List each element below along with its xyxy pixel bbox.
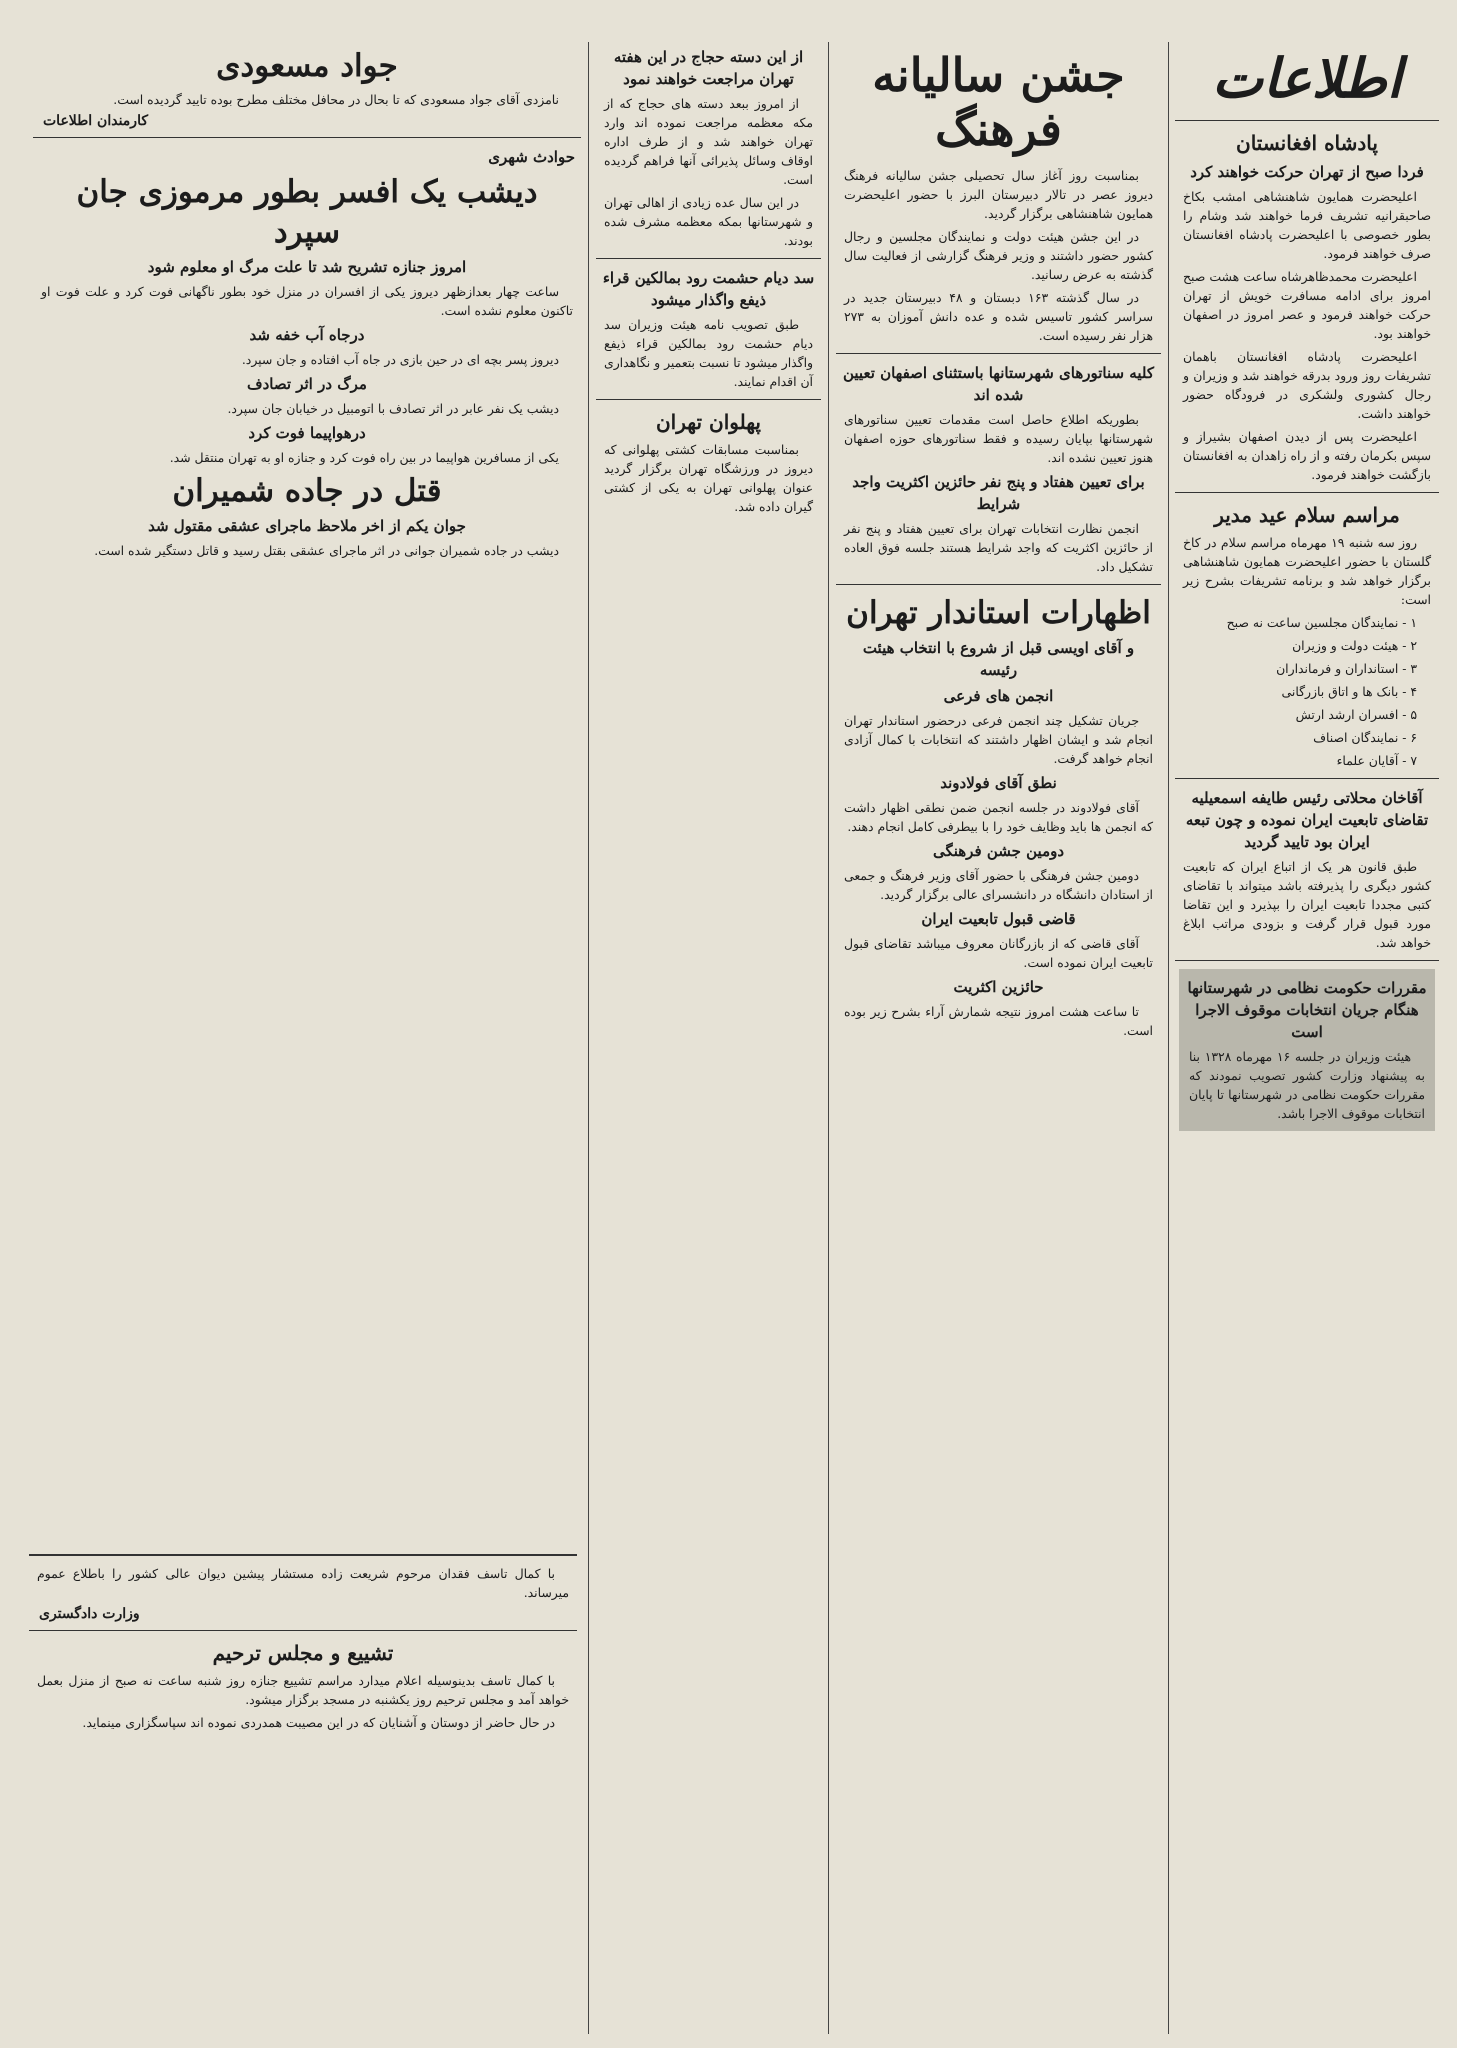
headline-masoudi: جواد مسعودی [216,48,398,84]
headline-senators: کلیه سناتورهای شهرستانها باستثنای اصفهان تعیین شده اند [842,364,1154,404]
headline-pilgrims: از این دسته حجاج در این هفته تهران مراجعت خواهند نمود [613,48,804,88]
article-afghan-king: اعلیحضرت همایون شاهنشاهی امشب بکاخ صاحبقرانیه تشریف فرما خواهند شد وشام را بطور خصوصی با اعلیحضرت پادشاه افغانستان صرف خواهند فرمود. اعلیحضرت محمدظاهرشاه ساعت هشت صبح امروز برای ادامه مسافرت خویش از تهران حرکت خواهند فرمود و عصر امروز در اصفهان خواهند بود. اعلیحضرت پادشاه افغانستان باهمان تشریفات روز ورود بدرقه خواهند شد و وزیران و رجال کشوری ولشکری در فرودگاه حضور خواهند داشت. اعلیحضرت پس از دیدن اصفهان بشیراز و سپس بکرمان رفته و از راه زاهدان به افغانستان بازگشت خواهند فرمود. [1183,189,1431,482]
signature-staff: کارمندان اطلاعات [43,113,148,129]
subhead-afghan-king: فردا صبح از تهران حرکت خواهند کرد [1190,163,1424,181]
article-wrestler: بمناسبت مسابقات کشتی پهلوانی که دیروز در ورزشگاه تهران برگزار گردید عنوان پهلوانی تهران به یکی از کشتی گیران داده شد. [604,442,813,514]
article-salam: روز سه شنبه ۱۹ مهرماه مراسم سلام در کاخ گلستان با حضور اعلیحضرت همایون شاهنشاهی برگزار خواهد شد و برنامه تشریفات بشرح زیر است: ۱ - نمایندگان مجلسین ساعت نه صبح ۲ - هیئت دولت و وزیران ۳ - استانداران و فرمانداران ۴ - بانک ها و اتاق بازرگانی ۵ - افسران ارشد ارتش ۶ - نمایندگان اصناف ۷ - آقایان علماء [1183,535,1431,768]
article-masoudi: نامزدی آقای جواد مسعودی که تا بحال در محافل مختلف مطرح بوده تایید گردیده است. [113,92,559,107]
masthead: اطلاعات [1212,46,1402,110]
column-1 [1175,42,1439,2036]
notice-condolence: با کمال تاسف فقدان مرحوم شریعت زاده مستشار پیشین دیوان عالی کشور را باطلاع عموم میرساند. [37,1566,569,1600]
article-second-festival: دومین جشن فرهنگی با حضور آقای وزیر فرهنگ و جمعی از استادان دانشگاه در دانشسرای عالی برگزار گردید. [844,868,1153,902]
headline-airplane: درهواپیما فوت کرد [248,424,366,442]
headline-wrestler: پهلوان تهران [655,410,761,434]
signature-justice-ministry: وزارت دادگستری [39,1606,140,1622]
footer-notices [29,1554,577,2036]
subhead-tehran-governor: و آقای اویسی قبل از شروع با انتخاب هیئت رئیسه [862,639,1135,679]
subhead-committees: انجمن های فرعی [943,687,1054,705]
notice-funeral: با کمال تاسف بدینوسیله اعلام میدارد مراسم تشییع جنازه روز شنبه ساعت نه صبح از منزل بعمل خواهد آمد و مجلس ترحیم روز یکشنبه در مسجد برگزار میشود. در حال حاضر از دوستان و آشنایان که در این مصیبت همدردی نموده اند سپاسگزاری مینماید. [37,1673,569,1730]
headline-majority: حائزین اکثریت [953,978,1044,996]
column-2 [836,42,1161,2036]
article-tehran-governor: جریان تشکیل چند انجمن فرعی درحضور استاندار تهران انجام شد و ایشان اظهار داشتند که انتخابات با کمال آزادی انجام خواهد گرفت. [844,713,1153,766]
headline-well: درجاه آب خفه شد [249,326,365,344]
headline-seventy-five: برای تعیین هفتاد و پنج نفر حائزین اکثریت واجد شرایط [852,473,1145,513]
article-airplane: یکی از مسافرین هواپیما در بین راه فوت کرد و جنازه او به تهران منتقل شد. [169,450,559,465]
article-culture-festival: بمناسبت روز آغاز سال تحصیلی جشن سالیانه فرهنگ دیروز عصر در تالار دبیرستان البرز با حضور اعلیحضرت همایون شاهنشاهی برگزار گردید. در این جشن هیئت دولت و نمایندگان مجلسین و رجال کشور حضور داشتند و وزیر فرهنگ گزارشی از فعالیت سال گذشته به عرض رسانید. در سال گذشته ۱۶۳ دبستان و ۴۸ دبیرستان جدید در سراسر کشور تاسیس شده و عده دانش آموزان به ۲۷۳ هزار نفر رسیده است. [844,168,1153,343]
article-majority: تا ساعت هشت امروز نتیجه شمارش آراء بشرح زیر بوده است. [844,1004,1153,1038]
article-accident: دیشب یک نفر عابر در اثر تصادف با اتومبیل در خیابان جان سپرد. [227,401,559,416]
article-well: دیروز پسر بچه ای در حین بازی در جاه آب افتاده و جان سپرد. [241,352,559,367]
headline-dam: سد دیام حشمت رود بمالکین قراء ذیفع واگذار میشود [602,269,815,309]
headline-funeral: تشییع و مجلس ترحیم [212,1641,394,1665]
headline-citizenship: قاضی قبول تابعیت ایران [921,910,1076,928]
headline-salam: مراسم سلام عید مدیر [1214,503,1400,527]
column-4 [33,42,581,1548]
article-citizenship: آقای قاضی که از بازرگانان معروف میباشد تقاضای قبول تابعیت ایران نموده است. [844,936,1153,970]
subhead-shemiran-murder: جوان یکم از اخر ملاحظ ماجرای عشقی مقتول شد [148,517,466,535]
article-shemiran-murder: دیشب در جاده شمیران جوانی در اثر ماجرای عشقی بقتل رسید و قاتل دستگیر شده است. [94,543,559,558]
article-seventy-five: انجمن نظارت انتخابات تهران برای تعیین هفتاد و پنج نفر از حائزین اکثریت که واجد شرایط هستند جلسه فوق العاده تشکیل داد. [844,521,1153,574]
article-martial-law: هیئت وزیران در جلسه ۱۶ مهرماه ۱۳۲۸ بنا به پیشنهاد وزارت کشور تصویب نمودند که مقررات حکومت نظامی در شهرستانها تا پایان انتخابات موقوف الاجرا باشد. [1189,1049,1425,1121]
headline-martial-law: مقررات حکومت نظامی در شهرستانها هنگام جریان انتخابات موقوف الاجرا است [1187,979,1427,1041]
headline-fouladvand: نطق آقای فولادوند [940,774,1057,792]
article-pilgrims: از امروز ببعد دسته های حجاج که از مکه معظمه مراجعت نموده اند وارد تهران خواهند شد و از طرف اداره اوقاف وسائل پذیرائی آنها فراهم گردیده است. در این سال عده زیادی از اهالی تهران و شهرستانها بمکه معظمه مشرف شده بودند. [604,96,813,248]
headline-culture-festival: جشن سالیانه فرهنگ [872,48,1125,156]
column-3 [596,42,821,2036]
headline-officer: دیشب یک افسر بطور مرموزی جان سپرد [76,174,538,250]
headline-shemiran-murder: قتل در جاده شمیران [172,473,442,509]
article-fouladvand: آقای فولادوند در جلسه انجمن ضمن نطقی اظهار داشت که انجمن ها باید وظایف خود را با بیطرفی کامل انجام دهند. [844,800,1153,834]
section-city-events: حوادث شهری [488,148,575,166]
headline-tehran-governor: اظهارات استاندار تهران [846,595,1151,631]
headline-aga-khan: آقاخان محلاتی رئیس طایفه اسمعیلیه تقاضای تابعیت ایران نموده و چون تبعه ایران بود تایید گردید [1185,789,1429,851]
headline-second-festival: دومین جشن فرهنگی [932,842,1065,860]
article-officer: ساعت چهار بعدازظهر دیروز یکی از افسران در منزل خود بطور ناگهانی فوت کرد و علت فوت او تاکنون معلوم نشده است. [41,284,573,318]
subhead-officer: امروز جنازه تشریح شد تا علت مرگ او معلوم شود [147,258,467,276]
article-aga-khan: طبق قانون هر یک از اتباع ایران که تابعیت کشور دیگری را پذیرفته باشد میتواند با تقاضای کتبی مجددا تابعیت ایران را بپذیرد و این تقاضا مورد قبول قرار گرفت و بزودی مراتب ابلاغ خواهد شد. [1183,859,1431,950]
headline-afghan-king: پادشاه افغانستان [1236,131,1378,155]
article-senators: بطوریکه اطلاع حاصل است مقدمات تعیین سناتورهای شهرستانها بپایان رسیده و فقط سناتورهای حوزه اصفهان هنوز تعیین نشده اند. [844,412,1153,465]
article-dam: طبق تصویب نامه هیئت وزیران سد دیام حشمت رود بمالکین قراء ذیفع واگذار میشود تا نسبت بتعمیر و نگاهداری آن اقدام نمایند. [604,317,813,389]
headline-accident: مرگ در اثر تصادف [247,375,367,393]
